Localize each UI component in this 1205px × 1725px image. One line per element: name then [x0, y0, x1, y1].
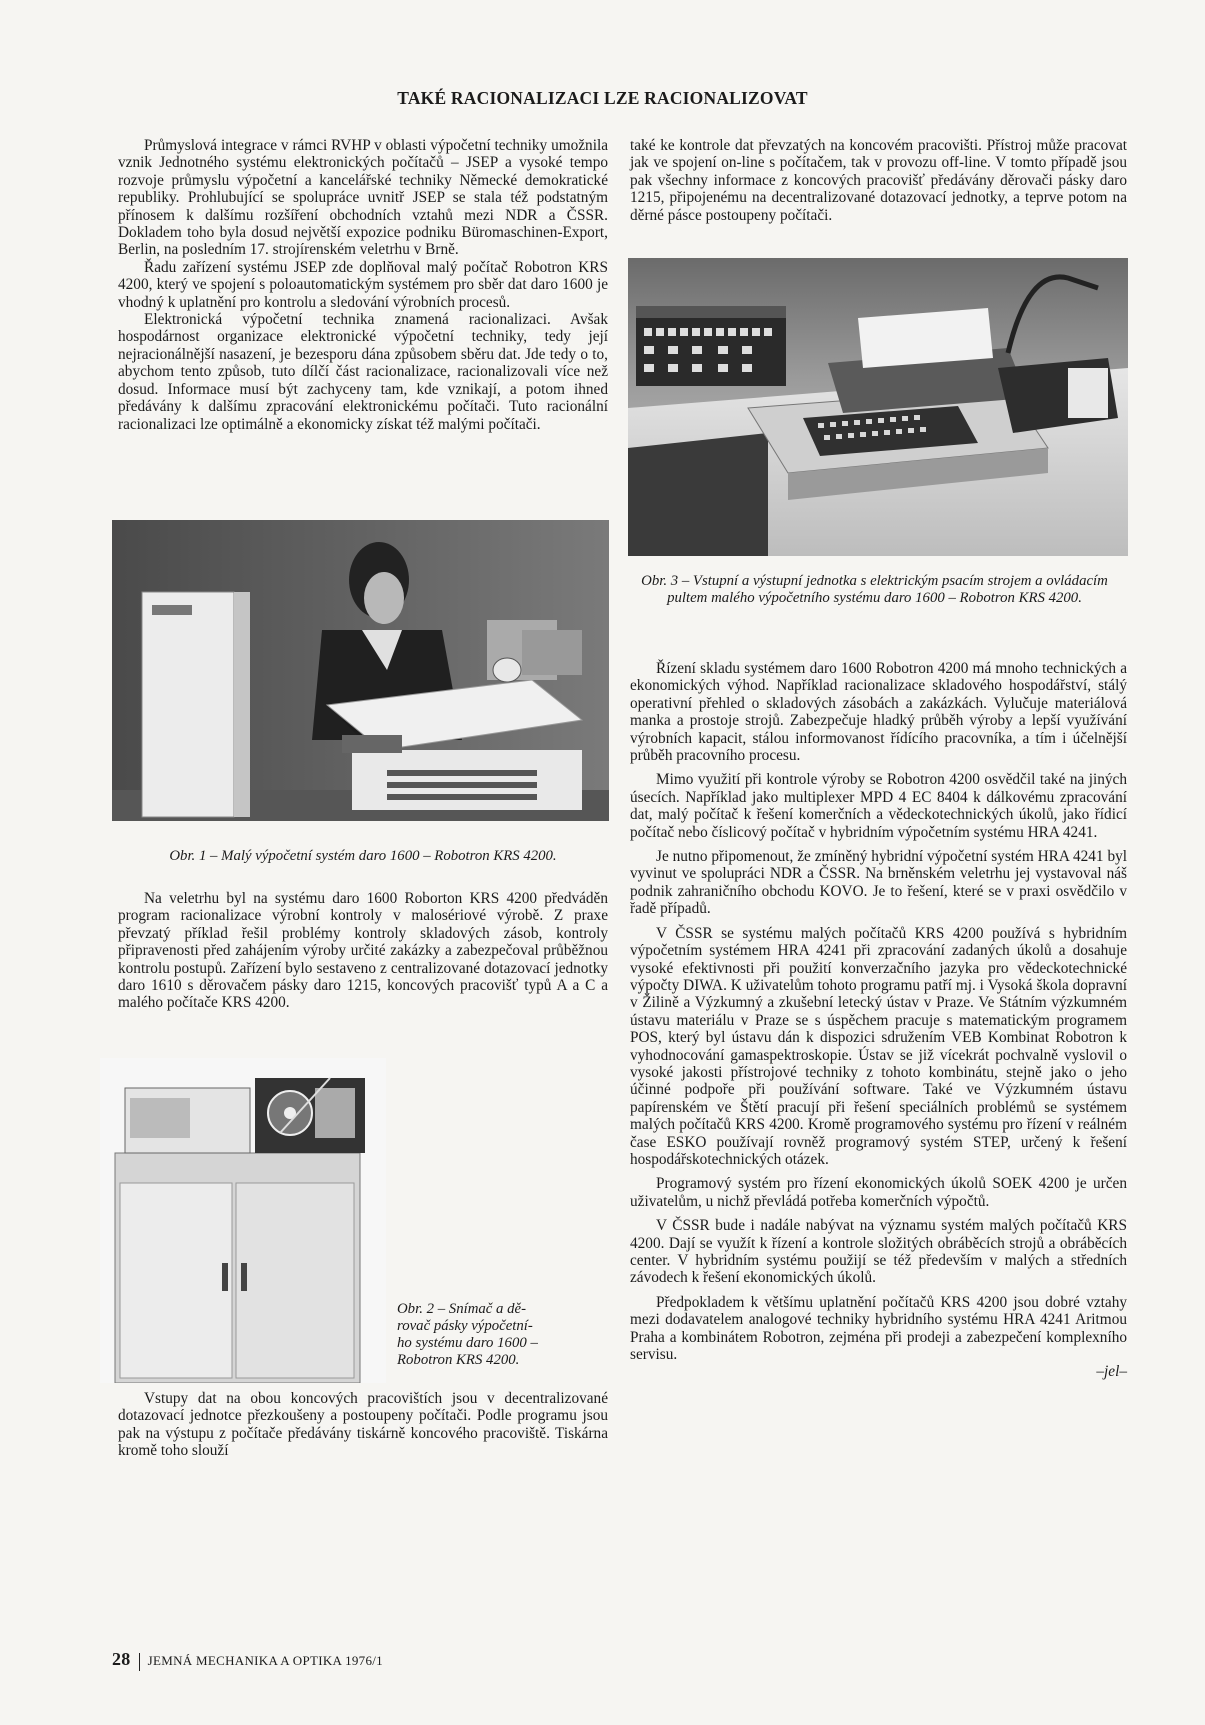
paragraph: Předpokladem k většímu uplatnění počítačů KRS 4200 jsou dobré vztahy mezi dodavatelem analogové techniky hybridního systému HRA 4241 Aritmou Praha a kombinátem Robotron, zejména při prodeji a zabezpečení komplexního servisu.	[630, 1293, 1127, 1364]
figure-3-caption: Obr. 3 – Vstupní a výstupní jednotka s elektrickým psacím strojem a ovládacím pultem malého výpočetního systému daro 1600 – Robotron KRS 4200.	[641, 573, 1108, 606]
right-column-top	[630, 137, 1127, 224]
figure-1-photo	[112, 520, 609, 821]
figure-2-caption	[397, 1301, 577, 1369]
paragraph: Programový systém pro řízení ekonomických úkolů SOEK 4200 je určen uživatelům, u nichž převládá potřeba komerčních výpočtů.	[630, 1175, 1127, 1210]
left-column-mid	[118, 890, 608, 1012]
paragraph: Na veletrhu byl na systému daro 1600 Roborton KRS 4200 předváděn program racionalizace výrobní kontroly v malosériové výrobě. Z praxe převzatý příklad řešil problémy kontroly skladových zásob, kontroly připravenosti před zahájením výroby určité zakázky a zabezpečoval průběžnou kontrolu postupů. Zařízení bylo sestaveno z centralizované dotazovací jednotky daro 1610 s děrovačem pásky daro 1215, koncových pracovišť typů A a C a malého počítače KRS 4200.	[118, 890, 608, 1012]
figure-2-photo	[100, 1058, 386, 1383]
author-signature: –jel–	[1096, 1363, 1127, 1381]
right-column-bottom	[630, 660, 1127, 1381]
caption-line: ho systému daro 1600 –	[397, 1335, 538, 1351]
paragraph: Elektronická výpočetní technika znamená racionalizaci. Avšak hospodárnost organizace elektronické výpočetní techniky, tedy její nejracionálnější nasazení, je bezesporu dána způsobem sběru dat. Jde tedy o to, abychom tento způsob, tuto dílčí část racionalizace, racionalizovali více než dosud. Informace musí být zachyceny tam, kde vznikají, a potom ihned předávány k dalšímu zpracování elektronickému počítači. Tuto racionální racionalizaci lze optimálně a ekonomicky získat též malými počítači.	[118, 311, 608, 433]
paragraph: Průmyslová integrace v rámci RVHP v oblasti výpočetní techniky umožnila vznik Jednotného systému elektronických počítačů – JSEP a vysoké tempo rozvoje průmyslu výpočetní a kancelářské techniky Německé demokratické republiky. Prohlubující se spolupráce uvnitř JSEP se stala též podstatným přínosem k dalšímu rozšíření obchodních vztahů mezi NDR a ČSSR. Dokladem toho byla dosud největší expozice podniku Büromaschinen-Export, Berlin, na posledním 17. strojírenském veletrhu v Brně.	[118, 137, 608, 259]
article-title: TAKÉ RACIONALIZACI LZE RACIONALIZOVAT	[397, 88, 808, 108]
paragraph: Řadu zařízení systému JSEP zde doplňoval malý počítač Robotron KRS 4200, který ve spojení s poloautomatickým systémem pro sběr dat daro 1600 je vhodný k uplatnění pro kontrolu a sledování výrobních procesů.	[118, 258, 608, 311]
caption-line: rovač pásky výpočetní-	[397, 1318, 533, 1334]
left-column-bottom	[118, 1390, 608, 1460]
paragraph: Mimo využití při kontrole výroby se Robotron 4200 osvědčil také na jiných úsecích. Například jako multiplexer MPD 4 EC 8404 k dálkovému zpracování dat, malý počítač k řešení komerčních a vědeckotechnických úkolů, jako řídicí počítač nebo číslicový počítač v hybridním výpočetním systému HRA 4241.	[630, 771, 1127, 841]
left-column-intro	[118, 137, 608, 433]
paragraph: V ČSSR bude i nadále nabývat na významu systém malých počítačů KRS 4200. Dají se využít k řízení a kontrole složitých obráběcích strojů a obráběcích center. V hybridním systému použijí se též především v malých a středních závodech k řešení ekonomických úkolů.	[630, 1217, 1127, 1287]
page-footer	[112, 1649, 383, 1671]
paragraph: V ČSSR se systému malých počítačů KRS 4200 používá s hybridním výpočetním systémem HRA 4241 při zpracování zadaných úkolů a dosahuje vysoké efektivnosti při použití konverzačního jazyka pro vědeckotechnické výpočty DIWA. K uživatelům tohoto programu patří mj. i Vysoká škola dopravní v Žilině a Výzkumný a zkušební letecký ústav v Praze. Ve Státním výzkumném ústavu materiálu v Praze se s úspěchem pracuje s matematickým programem POS, který byl ústavu dán k dispozici sdružením VEB Kombinat Robotron k vyhodnocování gamaspektroskopie. Ústav se již vícekrát pochvalně vyslovil o vysoké jakosti přístrojové techniky z tohoto kombinátu, stejně jako o jeho účinné podpoře při používání software. Také ve Výzkumném ústavu papírenském ve Štětí pracují při řešení speciálních problémů se systémem malých počítačů KRS 4200. Kromě programového systému pro řízení v reálném čase ESKO používají rovněž programový systém STEP, určený k řešení hospodářskotechnických otázek.	[630, 924, 1127, 1168]
footer-divider	[139, 1653, 140, 1671]
paragraph: také ke kontrole dat převzatých na koncovém pracovišti. Přístroj může pracovat jak ve spojení on-line s počítačem, tak v provozu off-line. V tomto případě jsou pak všechny informace z koncových pracovišť předávány děrovači pásky daro 1215, připojenému na decentralizované dotazovací jednotky, a teprve potom na děrné pásce postoupeny počítači.	[630, 137, 1127, 224]
paragraph: Je nutno připomenout, že zmíněný hybridní výpočetní systém HRA 4241 byl vyvinut ve spolupráci NDR a ČSSR. Na brněnském veletrhu jej vystavoval náš podnik zahraničního obchodu KOVO. Je to řešení, které se v praxi osvědčilo v řadě případů.	[630, 848, 1127, 918]
figure-1-caption: Obr. 1 – Malý výpočetní systém daro 1600 – Robotron KRS 4200.	[169, 848, 557, 864]
journal-name: JEMNÁ MECHANIKA A OPTIKA 1976/1	[147, 1653, 383, 1668]
caption-line: Robotron KRS 4200.	[397, 1352, 520, 1368]
paragraph: Řízení skladu systémem daro 1600 Robotron 4200 má mnoho technických a ekonomických výhod. Například racionalizace skladového hospodářství, stálý operativní přehled o skladových zásobách a zakázkách. Vylučuje materiálová manka a prostoje strojů. Zabezpečuje hladký průběh výroby a lepší využívání výrobních kapacit, stálou informovanost řídícího pracovníka, a tím i účelnější průběh pracovního procesu.	[630, 660, 1127, 765]
page-number: 28	[112, 1649, 131, 1669]
paragraph: Vstupy dat na obou koncových pracovištích jsou v decentralizované dotazovací jednotce přezkoušeny a postoupeny počítači. Podle programu jsou pak na výstupu z počítače předávány tiskárně koncového pracoviště. Tiskárna kromě toho slouží	[118, 1390, 608, 1460]
caption-line: Obr. 2 – Snímač a dě-	[397, 1301, 527, 1317]
figure-3-photo	[628, 258, 1128, 556]
